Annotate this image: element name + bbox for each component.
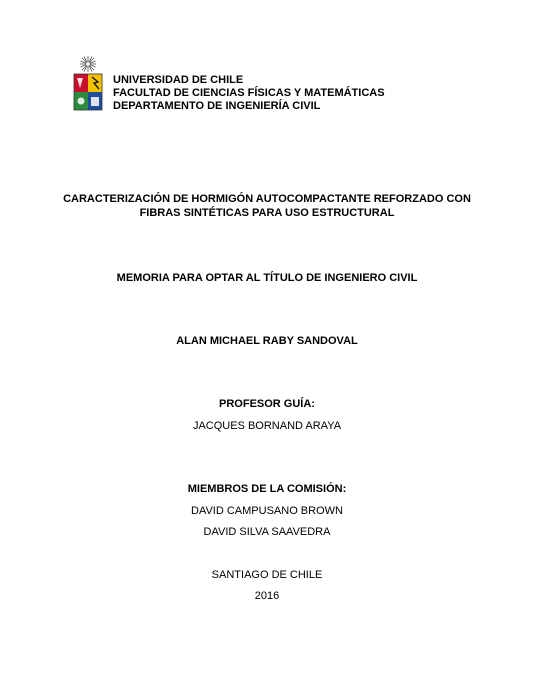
- committee-member: DAVID SILVA SAAVEDRA: [203, 526, 331, 538]
- place: SANTIAGO DE CHILE: [211, 569, 323, 581]
- university-crest-logo: [72, 52, 104, 114]
- memoria-statement: MEMORIA PARA OPTAR AL TÍTULO DE INGENIERO CIVIL: [116, 272, 418, 284]
- committee-member: DAVID CAMPUSANO BROWN: [191, 505, 343, 517]
- advisor-name: JACQUES BORNAND ARAYA: [192, 420, 342, 432]
- department-name: DEPARTAMENTO DE INGENIERÍA CIVIL: [113, 100, 321, 112]
- committee-label: MIEMBROS DE LA COMISIÓN:: [187, 483, 347, 495]
- faculty-name: FACULTAD DE CIENCIAS FÍSICAS Y MATEMÁTICAS: [113, 87, 385, 99]
- institution-header: [113, 74, 385, 113]
- thesis-title-line-1: CARACTERIZACIÓN DE HORMIGÓN AUTOCOMPACTANTE REFORZADO CON: [63, 193, 471, 205]
- thesis-title-line-2: FIBRAS SINTÉTICAS PARA USO ESTRUCTURAL: [139, 207, 395, 219]
- year: 2016: [254, 590, 280, 602]
- advisor-label: PROFESOR GUÍA:: [219, 398, 315, 410]
- author-name: ALAN MICHAEL RABY SANDOVAL: [176, 335, 358, 347]
- university-name: UNIVERSIDAD DE CHILE: [113, 74, 244, 86]
